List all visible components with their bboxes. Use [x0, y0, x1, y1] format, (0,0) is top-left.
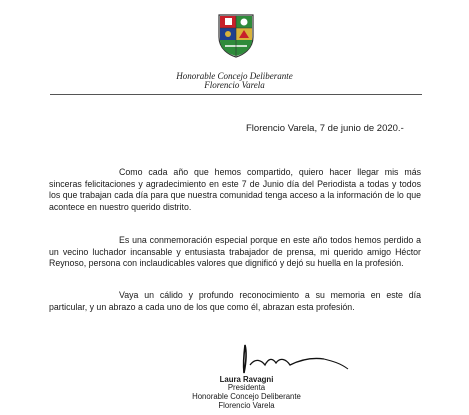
coat-of-arms-icon [217, 13, 255, 58]
institution-name: Honorable Concejo Deliberante [176, 71, 293, 81]
letter-paragraph-1: Como cada año que hemos compartido, quiero hacer llegar mis más sinceras felicitaciones y agradecimiento en este 7 de Junio día del Periodista a todas y todos los que trabajan cada día para que nuestra comunidad tenga acceso a la información de lo que acontece en nuestro querido distrito. [49, 167, 421, 212]
signatory-institution: Honorable Concejo Deliberante [192, 392, 301, 401]
signatory-city: Florencio Varela [218, 401, 275, 410]
date-line: Florencio Varela, 7 de junio de 2020.- [246, 123, 404, 134]
letter-paragraph-3: Vaya un cálido y profundo reconocimiento a su memoria en este día particular, y un abrazo a cada uno de los que como él, abrazan esta profesión. [49, 290, 421, 312]
header-divider [50, 94, 422, 95]
handwritten-signature-icon [232, 343, 352, 375]
signatory-name: Laura Ravagni [219, 375, 274, 384]
institution-city: Florencio Varela [204, 80, 265, 90]
letter-paragraph-2: Es una conmemoración especial porque en este año todos hemos perdido a un vecino luchador incansable y entusiasta trabajador de prensa, mi querido amigo Héctor Reynoso, persona con inclaudicables valores que dignificó y dejó su huella en la profesión. [49, 235, 421, 268]
signatory-role: Presidenta [227, 383, 266, 392]
